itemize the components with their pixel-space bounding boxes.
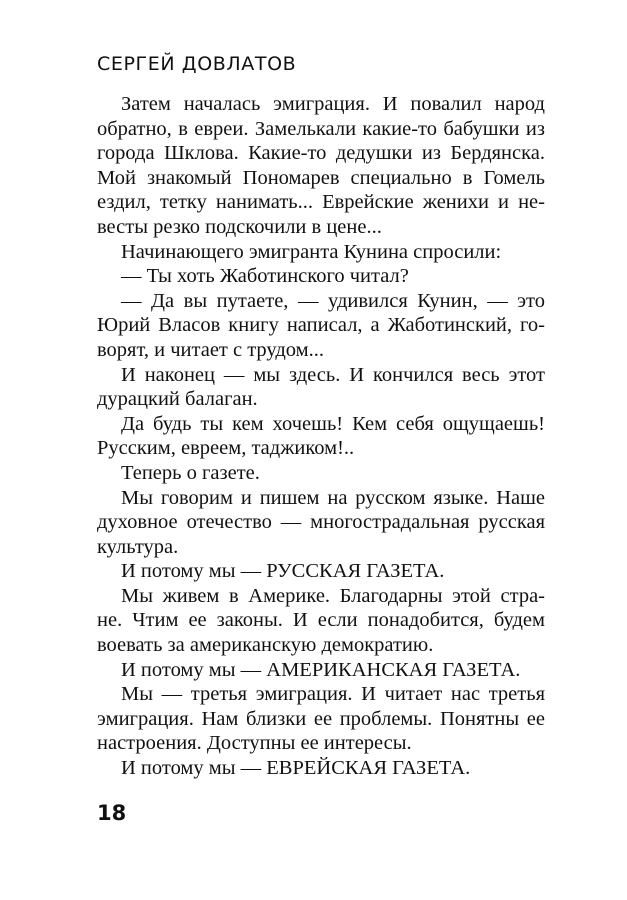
dialogue-line: — Да вы путаете, — удивился Кунин, — это [121,289,545,312]
text-line: Мой знакомый Пономарев специально в Гомель [97,166,545,189]
text-line: культура. [97,535,179,558]
text-line: Теперь о газете. [121,461,260,484]
text-line: весты резко подскочили в цене... [97,215,382,238]
text-line: Да будь ты кем хочешь! Кем себя ощущаешь! [121,412,545,435]
text-line: ворят, и читает с трудом... [97,338,325,361]
text-line: И наконец — мы здесь. И кончился весь этот [121,363,545,386]
text-line: Мы живем в Америке. Благодарны этой стра- [121,584,545,607]
text-line: дурацкий балаган. [97,388,258,411]
text-line: настроения. Доступны ее интересы. [97,732,412,755]
running-head-author: СЕРГЕЙ ДОВЛАТОВ [97,53,297,75]
text-line: духовное отечество — многострадальная русская [97,511,545,534]
body-text [97,92,545,781]
slogan-line: И потому мы — РУССКАЯ ГАЗЕТА. [121,560,445,583]
text-line: Русским, евреем, таджиком!.. [97,437,355,460]
text-line: Начинающего эмигранта Кунина спросили: [121,240,502,263]
text-line: Мы — третья эмиграция. И читает нас третья [121,683,545,706]
text-line: города Шклова. Какие-то дедушки из Бердянска. [97,142,545,165]
text-line: Юрий Власов книгу написал, а Жаботинский, го- [97,314,545,337]
slogan-line: И потому мы — ЕВРЕЙСКАЯ ГАЗЕТА. [121,757,471,780]
text-line: Мы говорим и пишем на русском языке. Наше [121,486,545,509]
text-line: не. Чтим ее законы. И если понадобится, будем [97,609,545,632]
text-line: Затем началась эмиграция. И повалил народ [121,93,545,115]
text-line: эмиграция. Нам близки ее проблемы. Понятны ее [97,707,545,730]
dialogue-line: — Ты хоть Жаботинского читал? [121,265,409,288]
slogan-line: И потому мы — АМЕРИКАНСКАЯ ГАЗЕТА. [121,658,521,681]
text-line: воевать за американскую демократию. [97,634,434,657]
text-line: обратно, в евреи. Замелькали какие-то бабушки из [97,117,545,140]
text-line: ездил, тетку нанимать... Еврейские женихи и не- [97,191,545,214]
page-number: 18 [97,801,127,825]
